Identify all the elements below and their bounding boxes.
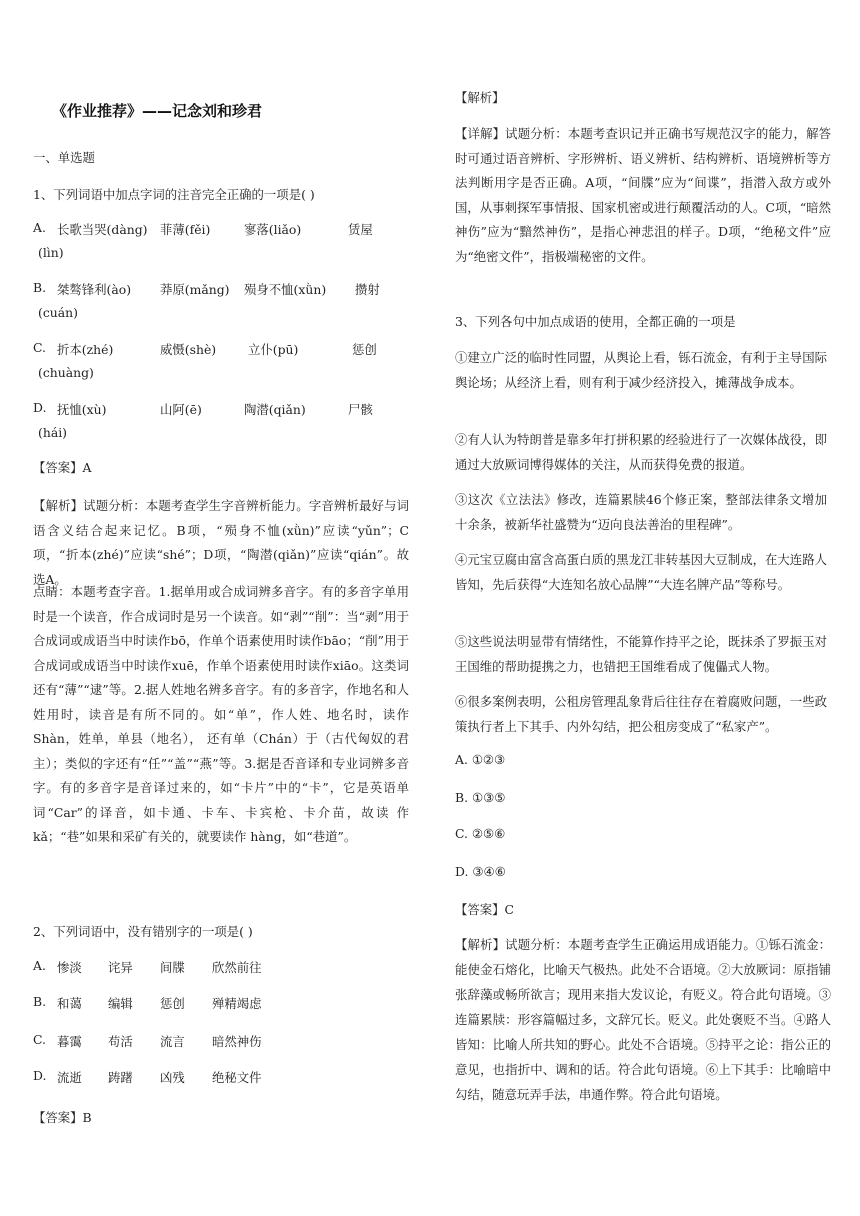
q3-sentence-6: ⑥很多案例表明，公租房管理乱象背后往往存在着腐败问题，一些政策执行者上下其手、内外勾结，把公租房变成了“私家产”。	[455, 694, 827, 734]
q2-option-label: A.	[33, 958, 46, 973]
q3-option-c: C. ②⑤⑥	[455, 826, 506, 841]
q2-option-word: 踌躇	[108, 1070, 133, 1085]
q1-c-word2: 威慑(shè)	[160, 342, 217, 357]
q2-option-word: 绝秘文件	[212, 1070, 262, 1085]
q1-c-word1: 折本(zhé)	[57, 342, 114, 357]
q3-answer: 【答案】C	[455, 902, 515, 917]
q2-option-word: 暮霭	[57, 1034, 82, 1049]
q2-analysis: 【详解】试题分析：本题考查识记并正确书写规范汉字的能力，解答时可通过语音辨析、字形辨析、语义辨析、结构辨析、语境辨析等方法判断用字是否正确。A项，“间牒”应为“间谍”，指潜入敌方或外国，从事刺探军事情报、国家机密或进行颠覆活动的人。C项，“暗然神伤”应为“黯然神伤”，是指心神悲沮的样子。D项，“绝秘文件”应为“绝密文件”，指极端秘密的文件。	[455, 126, 831, 264]
q1-d-word1: 抚恤(xù)	[57, 402, 107, 417]
q3-sentence-5: ⑤这些说法明显带有情绪性，不能算作持平之论，既抹杀了罗振玉对王国维的帮助提携之力，也错把王国维看成了傀儡式人物。	[455, 634, 827, 674]
q1-note: 点睛：本题考查字音。1.据单用或合成词辨多音字。有的多音字单用时是一个读音，作合成词时是另一个读音。如“剥”“削”：当“剥”用于合成词或成语当中时读作bō，作单个语素使用时读作bāo；“削”用于合成词或成语当中时读作xuē，作单个语素使用时读作xiāo。这类词还有“薄”“逮”等。2.据人姓地名辨多音字。有的多音字，作地名和人姓用时，读音是有所不同的。如“单”，作人姓、地名时，读作Shàn，姓单，单县（地名）， 还有单（Chán）于（古代匈奴的君主）；类似的字还有“任”“盖”“燕”等。3.据是否音译和专业词辨多音字。有的多音字是音译过来的，如“卡片”中的“卡”，它是英语单词“Car”的译音，如卡通、卡车、卡宾枪、卡介苗，故读 作 kǎ；“巷”如果和采矿有关的，就要读作 hàng，如“巷道”。	[33, 584, 409, 844]
q2-option-word: 惩创	[160, 996, 185, 1011]
q1-answer: 【答案】A	[33, 460, 92, 475]
q2-stem: 2、下列词语中，没有错别字的一项是( )	[33, 924, 253, 939]
q2-option-word: 诧异	[108, 960, 133, 975]
q1-a-word4: 赁屋	[348, 222, 373, 237]
q1-option-a	[33, 220, 46, 235]
q1-a-word3: 寥落(liǎo)	[244, 222, 302, 237]
q2-option-word: 流逝	[57, 1070, 82, 1085]
q1-c-word4-pinyin: (chuàng)	[38, 365, 94, 380]
q1-a-word1: 长歌当哭(dàng)	[57, 222, 148, 237]
q2-option-label: B.	[33, 994, 47, 1009]
q2-option-word: 间牒	[160, 960, 185, 975]
q1-a-word4-pinyin: (lìn)	[38, 245, 64, 260]
q1-b-word3: 殒身不恤(xǜn)	[244, 282, 327, 297]
q2-option-label: D.	[33, 1068, 47, 1083]
q3-sentence-4: ④元宝豆腐由富含高蛋白质的黑龙江非转基因大豆制成，在大连路人皆知，先后获得“大连知名放心品牌”“大连名牌产品”等称号。	[455, 552, 827, 592]
q1-option-d: D.	[33, 400, 47, 415]
q2-option-word: 惨淡	[57, 960, 82, 975]
q3-sentence-1: ①建立广泛的临时性同盟，从舆论上看，铄石流金，有利于主导国际舆论场；从经济上看，则有利于减少经济投入，摊薄战争成本。	[455, 350, 827, 390]
q1-c-word3: 立仆(pū)	[248, 342, 299, 357]
q2-option-label: C.	[33, 1032, 46, 1047]
q1-analysis: 【解析】试题分析：本题考查学生字音辨析能力。字音辨析最好与词语含义结合起来记忆。B项，“殒身不恤(xǜn)”应读“yǔn”；C项，“折本(zhé)”应读“shé”；D项，“陶潜(qiǎn)”应读“qián”。故选A。	[33, 498, 409, 587]
q1-a-word2: 菲薄(fěi)	[160, 222, 211, 237]
q1-d-word2: 山阿(ē)	[160, 402, 202, 417]
q3-option-b: B. ①③⑤	[455, 790, 506, 805]
q1-d-word4: 尸骸	[348, 402, 373, 417]
q1-b-word2: 莽原(mǎng)	[160, 282, 230, 297]
q3-sentence-3: ③这次《立法法》修改，连篇累牍46个修正案，整部法律条文增加十余条，被新华社盛赞为“迈向良法善治的里程碑”。	[455, 492, 827, 532]
q3-sentence-2: ②有人认为特朗普是靠多年打拼积累的经验进行了一次媒体战役，即通过大放厥词博得媒体的关注，从而获得免费的报道。	[455, 432, 827, 472]
q3-stem: 3、下列各句中加点成语的使用，全都正确的一项是	[455, 314, 736, 329]
page-title: 《作业推荐》——记念刘和珍君	[52, 102, 263, 120]
q2-option-word: 殚精竭虑	[212, 996, 262, 1011]
q2-analysis-heading: 【解析】	[455, 90, 505, 105]
q2-option-word: 和蔼	[57, 996, 82, 1011]
q1-option-c: C.	[33, 340, 46, 355]
q1-b-word4-pinyin: (cuán)	[38, 305, 78, 320]
option-label: A.	[33, 220, 46, 235]
q1-d-word3: 陶潜(qiǎn)	[244, 402, 306, 417]
q2-option-word: 苟活	[108, 1034, 133, 1049]
section-heading: 一、单选题	[33, 150, 95, 165]
q1-b-word4: 攒射	[355, 282, 380, 297]
q3-option-d: D. ③④⑥	[455, 864, 506, 879]
q1-b-word1: 桀骜锋利(ào)	[57, 282, 132, 297]
q1-option-b: B.	[33, 280, 47, 295]
q2-option-word: 编辑	[108, 996, 133, 1011]
q1-c-word4: 惩创	[352, 342, 377, 357]
q3-analysis: 【解析】试题分析：本题考查学生正确运用成语能力。①铄石流金：能使金石熔化，比喻天气极热。此处不合语境。②大放厥词：原指铺张辞藻或畅所欲言；现用来指大发议论，有贬义。符合此句语境。③连篇累牍：形容篇幅过多，文辞冗长。贬义。此处褒贬不当。④路人皆知：比喻人所共知的野心。此处不合语境。⑤持平之论：指公正的意见，也指折中、调和的话。符合此句语境。⑥上下其手：比喻暗中勾结，随意玩弄手法，串通作弊。符合此句语境。	[455, 937, 831, 1102]
q2-option-word: 欣然前往	[212, 960, 262, 975]
q3-option-a: A. ①②③	[455, 752, 506, 767]
q1-d-word4-pinyin: (hái)	[38, 425, 67, 440]
q2-option-word: 凶残	[160, 1070, 185, 1085]
q1-stem: 1、下列词语中加点字词的注音完全正确的一项是( )	[33, 187, 315, 202]
q2-option-word: 暗然神伤	[212, 1034, 262, 1049]
q2-option-word: 流言	[160, 1034, 185, 1049]
q2-answer: 【答案】B	[33, 1110, 92, 1125]
